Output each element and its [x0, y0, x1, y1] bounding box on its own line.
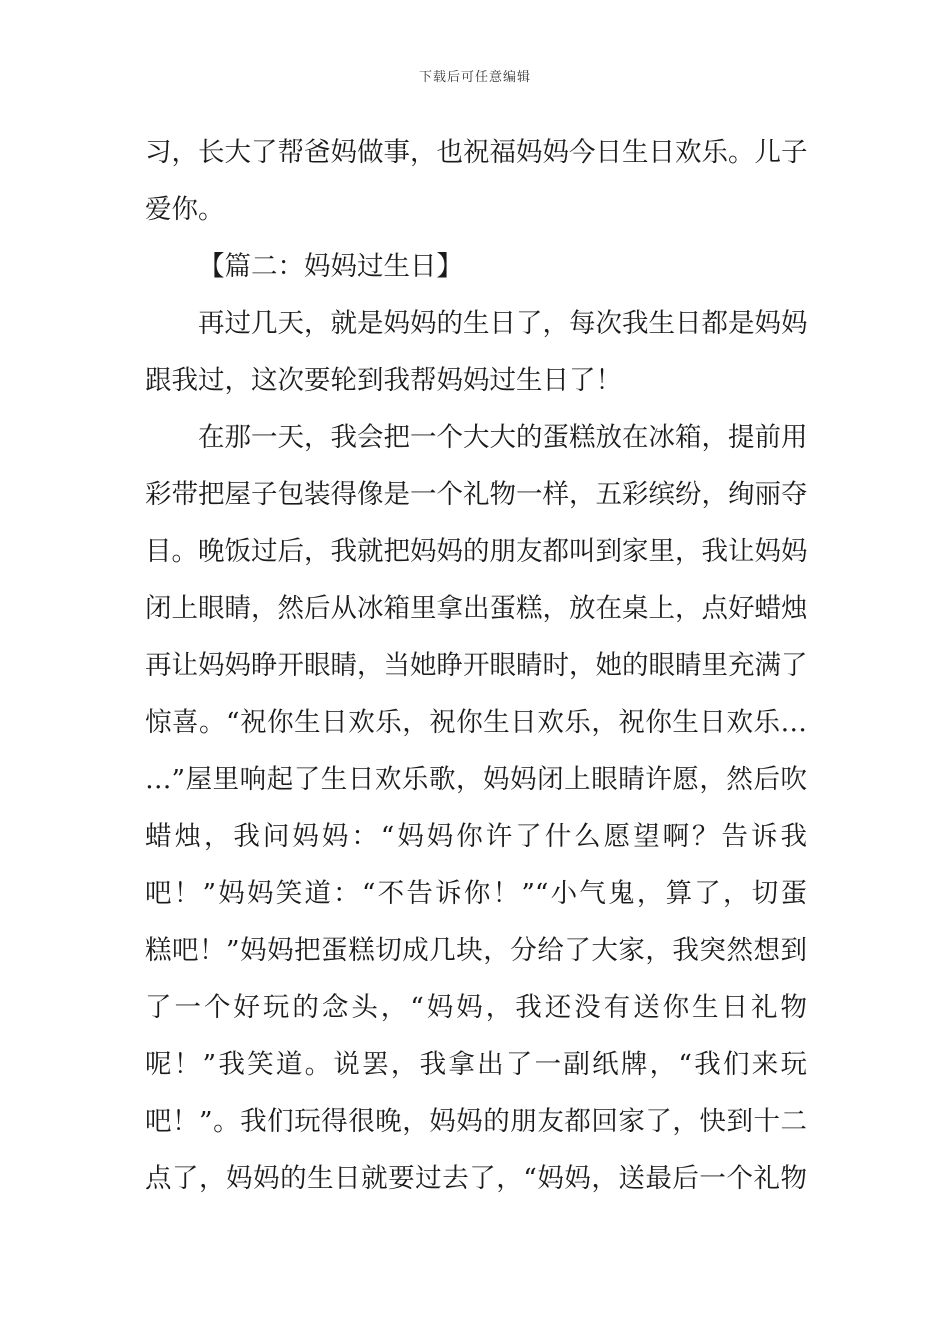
text-line: 蜡烛，我问妈妈：“妈妈你许了什么愿望啊？告诉我: [145, 821, 807, 852]
text-line: 吧！”。我们玩得很晚，妈妈的朋友都回家了，快到十二: [145, 1106, 807, 1137]
text-line: 彩带把屋子包装得像是一个礼物一样，五彩缤纷，绚丽夺: [145, 479, 807, 510]
text-line: 在那一天，我会把一个大大的蛋糕放在冰箱，提前用: [198, 422, 807, 453]
text-line: 了一个好玩的念头，“妈妈，我还没有送你生日礼物: [145, 992, 807, 1023]
text-line: 惊喜。“祝你生日欢乐，祝你生日欢乐，祝你生日欢乐…: [145, 707, 807, 738]
text-line: 再让妈妈睁开眼睛，当她睁开眼睛时，她的眼睛里充满了: [145, 650, 807, 681]
text-line: 爱你。: [145, 194, 225, 225]
text-line: 再过几天，就是妈妈的生日了，每次我生日都是妈妈: [198, 308, 807, 339]
text-line: 点了，妈妈的生日就要过去了，“妈妈，送最后一个礼物: [145, 1163, 807, 1194]
text-line: 目。晚饭过后，我就把妈妈的朋友都叫到家里，我让妈妈: [145, 536, 807, 567]
section-heading: 【篇二：妈妈过生日】: [198, 251, 463, 282]
text-line: 呢！”我笑道。说罢，我拿出了一副纸牌，“我们来玩: [145, 1049, 807, 1080]
text-line: 糕吧！”妈妈把蛋糕切成几块，分给了大家，我突然想到: [145, 935, 807, 966]
page-header-note: 下载后可任意编辑: [418, 70, 531, 85]
text-line: 吧！”妈妈笑道：“不告诉你！”“小气鬼，算了，切蛋: [145, 878, 807, 909]
text-line: 跟我过，这次要轮到我帮妈妈过生日了！: [145, 365, 622, 396]
text-line: …”屋里响起了生日欢乐歌，妈妈闭上眼睛许愿，然后吹: [145, 764, 807, 795]
text-line: 闭上眼睛，然后从冰箱里拿出蛋糕，放在桌上，点好蜡烛: [145, 593, 807, 624]
text-line: 习，长大了帮爸妈做事，也祝福妈妈今日生日欢乐。儿子: [145, 137, 807, 168]
document-body: [145, 124, 807, 1207]
